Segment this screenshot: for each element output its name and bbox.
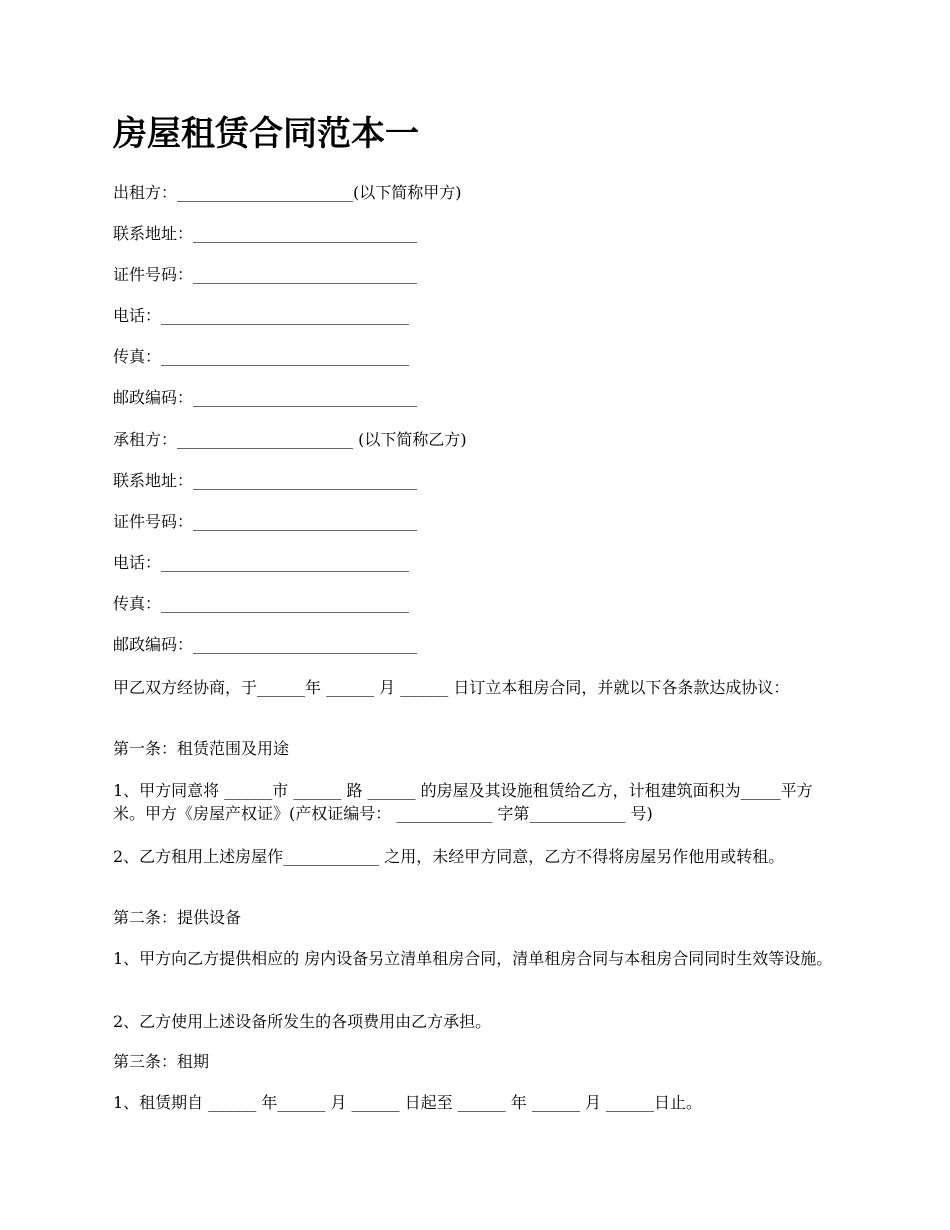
lessee-address-line: 联系地址：____________________________ — [113, 471, 418, 490]
article2-clause2: 2、乙方使用上述设备所发生的各项费用由乙方承担。 — [113, 1012, 492, 1031]
lessor-address-line: 联系地址：____________________________ — [113, 224, 418, 243]
preamble-paragraph: 甲乙双方经协商，于______年 ______ 月 ______ 日订立本租房合同，并就以下各条款达成协议： — [113, 678, 790, 697]
article1-heading: 第一条：租赁范围及用途 — [113, 739, 290, 758]
lessee-postal-code-line: 邮政编码：____________________________ — [113, 635, 418, 654]
lessee-party-line: 承租方：______________________ (以下简称乙方) — [113, 430, 467, 449]
lessee-fax-line: 传真：_______________________________ — [113, 594, 410, 613]
lessor-party-line: 出租方：______________________(以下简称甲方) — [113, 183, 462, 202]
lessor-phone-line: 电话：_______________________________ — [113, 306, 410, 325]
lessor-postal-code-line: 邮政编码：____________________________ — [113, 388, 418, 407]
article1-clause2: 2、乙方租用上述房屋作____________ 之用，未经甲方同意，乙方不得将房屋另作他用或转租。 — [113, 847, 785, 866]
article1-clause1: 1、甲方同意将 ______市 ______ 路 ______ 的房屋及其设施租赁给乙方，计租建筑面积为_____平方米。甲方《房屋产权证》(产权证编号： ____________ 字第____________ 号) — [113, 781, 813, 823]
article2-heading: 第二条：提供设备 — [113, 908, 242, 927]
article3-heading: 第三条：租期 — [113, 1052, 210, 1071]
lessor-fax-line: 传真：_______________________________ — [113, 347, 410, 366]
article2-clause1: 1、甲方向乙方提供相应的 房内设备另立清单租房合同，清单租房合同与本租房合同同时生效等设施。 — [113, 949, 833, 968]
document-title: 房屋租赁合同范本一 — [113, 114, 419, 154]
lessee-id-number-line: 证件号码：____________________________ — [113, 512, 418, 531]
lessee-phone-line: 电话：_______________________________ — [113, 553, 410, 572]
lessor-id-number-line: 证件号码：____________________________ — [113, 265, 418, 284]
article3-clause1: 1、租赁期自 ______ 年______ 月 ______ 日起至 ______ 年 ______ 月 ______日止。 — [113, 1093, 703, 1112]
